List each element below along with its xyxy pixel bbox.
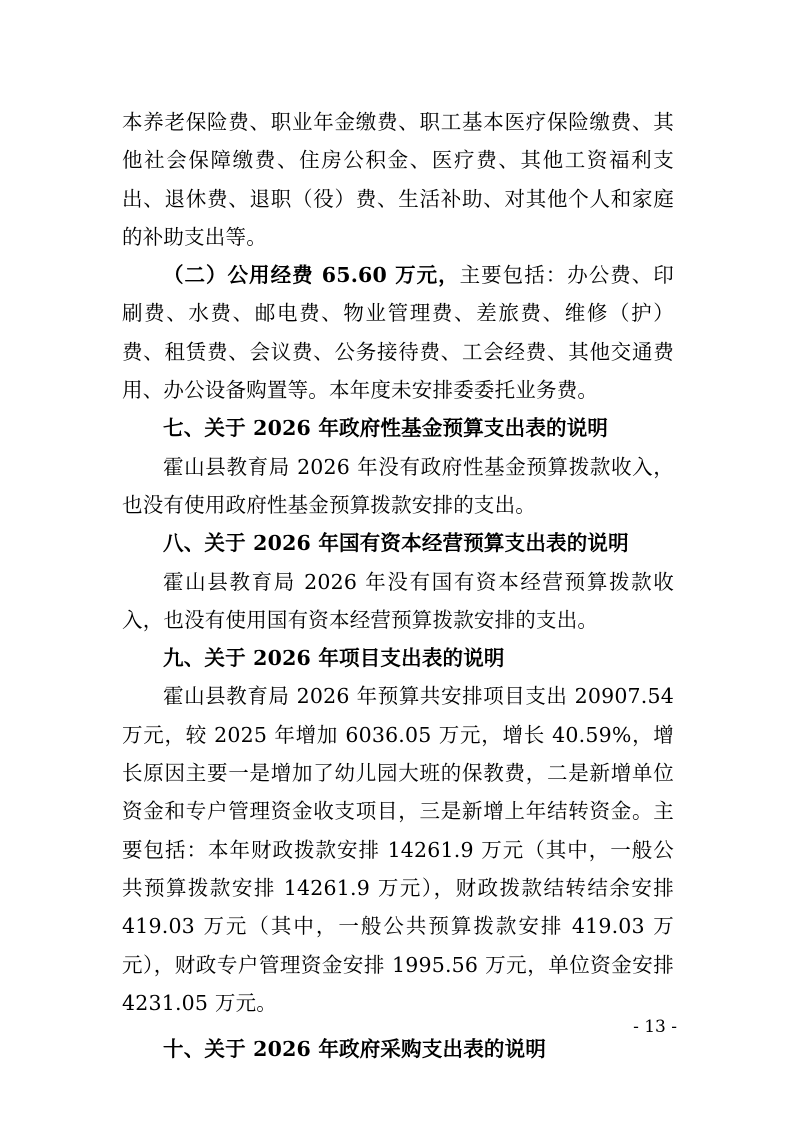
paragraph-section-8: 霍山县教育局 2026 年没有国有资本经营预算拨款收入，也没有使用国有资本经营预算拨款安排的支出。 (122, 569, 674, 632)
public-expenses-lead: （二）公用经费 65.60 万元， (163, 263, 460, 288)
page-number: - 13 - (633, 1017, 677, 1037)
heading-section-9: 九、关于 2026 年项目支出表的说明 (163, 646, 505, 671)
paragraph-personnel-expenses: 本养老保险费、职业年金缴费、职工基本医疗保险缴费、其他社会保障缴费、住房公积金、医疗费、其他工资福利支出、退休费、退职（役）费、生活补助、对其他个人和家庭的补助支出等。 (122, 110, 674, 249)
paragraph-section-9: 霍山县教育局 2026 年预算共安排项目支出 20907.54 万元，较 2025 年增加 6036.05 万元，增长 40.59%，增长原因主要一是增加了幼儿园大班的保教费，二是新增单位资金和专户管理资金收支项目，三是新增上年结转资金。主要包括：本年财政拨款安排 14261.9 万元（其中，一般公共预算拨款安排 14261.9 万元），财政拨款结转结余安排 419.03 万元（其中，一般公共预算拨款安排 419.03 万元），财政专户管理资金安排 1995.56 万元，单位资金安排 4231.05 万元。 (122, 684, 675, 1015)
paragraph-public-expenses (122, 256, 674, 409)
paragraph-section-7: 霍山县教育局 2026 年没有政府性基金预算拨款收入，也没有使用政府性基金预算拨款安排的支出。 (122, 454, 674, 517)
heading-section-8: 八、关于 2026 年国有资本经营预算支出表的说明 (163, 531, 629, 556)
heading-section-7: 七、关于 2026 年政府性基金预算支出表的说明 (163, 416, 609, 441)
public-expenses-detail: 主要包括：办公费、印刷费、水费、邮电费、物业管理费、差旅费、维修（护）费、租赁费、会议费、公务接待费、工会经费、其他交通费用、办公设备购置等。本年度未安排委委托业务费。 (122, 263, 674, 403)
heading-section-10: 十、关于 2026 年政府采购支出表的说明 (163, 1037, 547, 1062)
page-content (122, 103, 674, 1068)
